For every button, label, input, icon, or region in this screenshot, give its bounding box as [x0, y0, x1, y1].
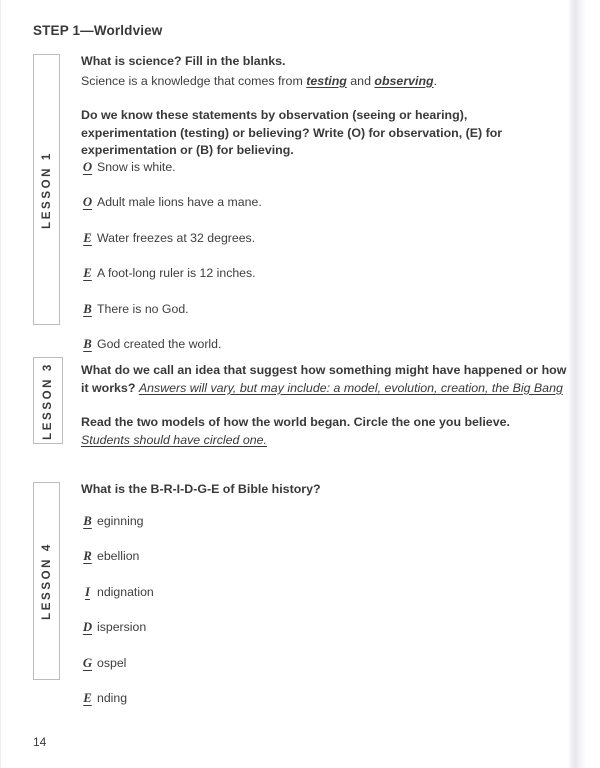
list-item — [81, 336, 262, 353]
lesson-1-answer-list — [81, 159, 262, 353]
lesson-4-answer-list — [81, 513, 154, 707]
list-item — [81, 159, 262, 176]
answer-blank[interactable]: E — [83, 691, 92, 706]
lesson-tab-3 — [33, 357, 63, 444]
fill-in-answer-2: observing — [374, 73, 434, 88]
list-item — [81, 690, 154, 707]
answer-blank[interactable]: B — [83, 337, 92, 352]
answer-blank[interactable]: G — [82, 655, 93, 670]
list-item — [81, 584, 154, 601]
list-item — [81, 548, 154, 565]
lesson-3-question-2 — [81, 414, 551, 449]
answer-blank[interactable]: B — [83, 514, 92, 528]
answer-blank[interactable]: I — [85, 584, 90, 599]
lesson-3-question-1 — [81, 362, 567, 397]
answer-blank[interactable]: E — [83, 266, 92, 281]
lesson-tab-1-label: LESSON 1 — [40, 150, 53, 229]
fill-in-middle: and — [346, 73, 375, 88]
lesson-3-answer-2: Students should have circled one. — [81, 432, 267, 447]
fill-in-suffix: . — [433, 73, 438, 88]
list-item-text: ndignation — [97, 584, 154, 599]
page-left-edge — [0, 0, 1, 768]
lesson-tab-4-label: LESSON 4 — [40, 542, 53, 620]
list-item — [81, 230, 262, 247]
lesson-1-body — [81, 53, 551, 160]
list-item — [81, 513, 154, 530]
answer-blank[interactable]: D — [82, 620, 93, 635]
answer-blank[interactable]: O — [82, 195, 93, 210]
lesson-tab-3-label: LESSON 3 — [41, 361, 54, 440]
fill-in-prefix: Science is a knowledge that comes from — [81, 73, 307, 88]
answer-blank[interactable]: E — [83, 230, 92, 245]
list-item-text: Snow is white. — [97, 160, 176, 174]
list-item-text: ebellion — [97, 549, 140, 564]
lesson-1-question-2: Do we know these statements by observation (seeing or hearing), experimentation (testing) or believing? Write (O) for observation, (E) for experimentation or (B) for believing. — [81, 108, 503, 158]
lesson-4-question-1: What is the B-R-I-D-G-E of Bible history? — [81, 482, 321, 496]
list-item — [81, 301, 262, 318]
list-item-text: There is no God. — [97, 301, 189, 316]
answer-blank[interactable]: O — [82, 160, 93, 174]
list-item-text: A foot-long ruler is 12 inches. — [97, 266, 256, 281]
fill-in-answer-1: testing — [306, 73, 347, 88]
lesson-3-question-2-text: Read the two models of how the world began. Circle the one you believe. — [81, 415, 510, 430]
page-outer-margin — [586, 0, 600, 768]
page-number: 14 — [33, 735, 47, 749]
list-item-text: God created the world. — [97, 337, 222, 352]
list-item-text: Water freezes at 32 degrees. — [97, 230, 256, 245]
list-item — [81, 619, 154, 636]
lesson-3-question-1-text: What do we call an idea that suggest how something might have happened or how it works? — [81, 363, 567, 395]
lesson-3-answer-1: Answers will vary, but may include: a model, evolution, creation, the Big Bang — [138, 380, 563, 395]
list-item — [81, 265, 262, 282]
list-item-text: Adult male lions have a mane. — [97, 195, 262, 210]
answer-blank[interactable]: B — [83, 301, 92, 316]
list-item — [81, 655, 154, 672]
list-item-text: ospel — [97, 655, 127, 670]
lesson-4-body — [81, 481, 551, 499]
lesson-3-body — [81, 362, 567, 449]
list-item — [81, 194, 262, 211]
lesson-1-question-1: What is science? Fill in the blanks. — [81, 54, 286, 68]
lesson-1-fill-in-sentence — [81, 73, 551, 91]
list-item-text: ispersion — [97, 620, 147, 635]
lesson-tab-4 — [33, 482, 60, 680]
lesson-tab-1 — [33, 54, 60, 325]
list-item-text: eginning — [97, 514, 144, 528]
answer-blank[interactable]: R — [83, 549, 92, 564]
page-title: STEP 1—Worldview — [33, 23, 163, 38]
list-item-text: nding — [97, 691, 128, 706]
page-edge-shadow — [568, 0, 586, 768]
